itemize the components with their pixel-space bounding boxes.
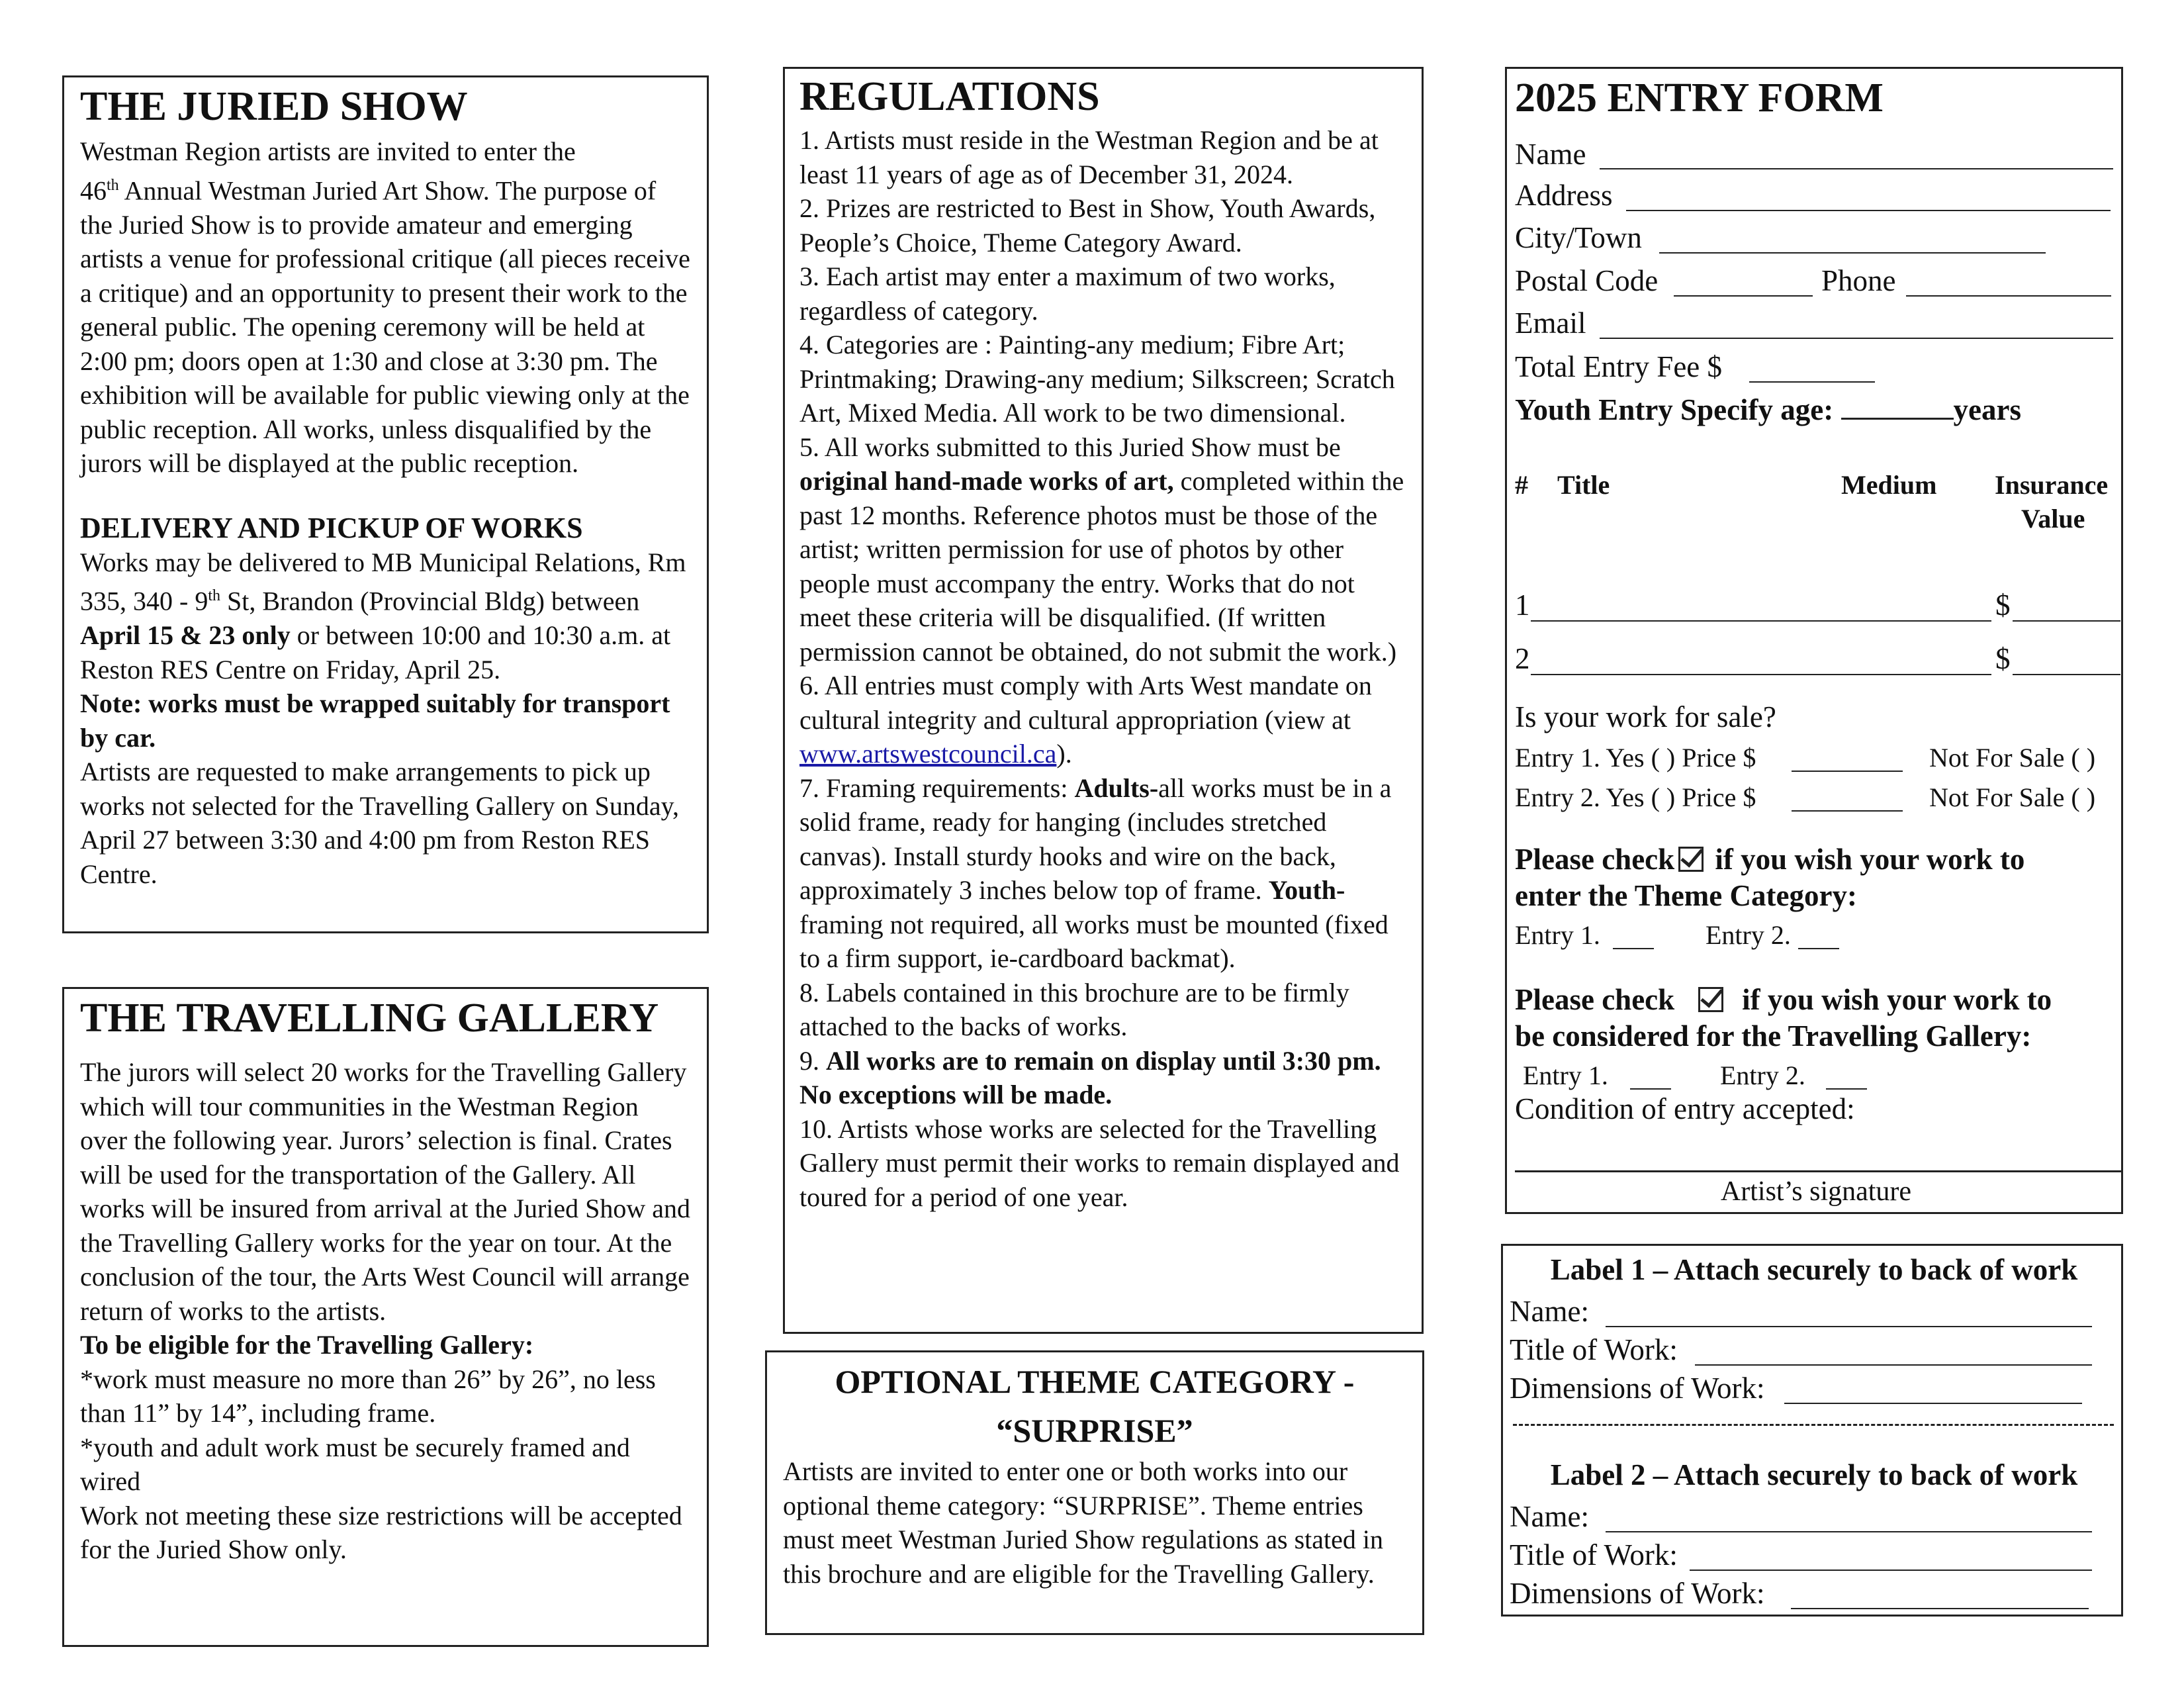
entry-form-panel (1505, 67, 2123, 1214)
checkmark-icon (1678, 847, 1704, 872)
theme-entry-1: Entry 1. (1515, 920, 1600, 950)
artswest-link[interactable]: www.artswestcouncil.ca (799, 739, 1057, 769)
gallery-entry-1: Entry 1. (1523, 1060, 1608, 1090)
pickup-text: Artists are requested to make arrangements to pick up works not selected for the Travelling Gallery on Sunday, April 27 between 3:30 and 4:00 pm from Reston RES Centre. (80, 757, 680, 889)
label-2-title-field[interactable] (1690, 1570, 2092, 1571)
cut-line (1513, 1424, 2114, 1426)
label-1-name: Name: (1510, 1295, 1589, 1328)
eligibility-framing: *youth and adult work must be securely framed and wired (80, 1432, 630, 1497)
address-label: Address (1515, 179, 1613, 212)
row-1-number: 1 (1515, 588, 1530, 622)
postal-code-field[interactable] (1674, 295, 1813, 297)
phone-label: Phone (1821, 264, 1896, 297)
travelling-intro: The jurors will select 20 works for the Travelling Gallery which will tour communities in the Westman Region over the following year. Jurors’ selection is final. Crates will be used for the transportation of the Gallery. All works will be insured from arrival at the Juried Show and the Travelling Gallery works for the year on tour. At the conclusion of the tour, the Arts West Council will arrange return of works to the artists. (80, 1057, 691, 1326)
regulation-6: 6. All entries must comply with Arts West mandate on cultural integrity and cultural appropriation (view at www.artswestcouncil.ca). (799, 671, 1372, 769)
row-2-value-field[interactable] (2013, 674, 2120, 675)
name-label: Name (1515, 138, 1586, 171)
col-medium: Medium (1841, 470, 1937, 500)
regulation-1: 1. Artists must reside in the Westman Region and be at least 11 years of age as of December 31, 2024. (799, 125, 1379, 189)
theme-category-name: “SURPRISE” (996, 1412, 1193, 1449)
gallery-entry-2: Entry 2. (1720, 1060, 1805, 1090)
theme-check-line2: enter the Theme Category: (1515, 879, 1857, 912)
regulation-5: 5. All works submitted to this Juried Show must be original hand-made works of art, completed within the past 12 months. Reference photos must be those of the artist; written permission for use of photos by other people must accompany the entry. Works that do not meet these criteria will be disqualified. (If written permission cannot be obtained, do not submit the work.) (799, 432, 1404, 667)
entry-form-title: 2025 ENTRY FORM (1515, 75, 1884, 120)
regulation-4: 4. Categories are : Painting-any medium; Fibre Art; Printmaking; Drawing-any medium; Silkscreen; Scratch Art, Mixed Media. All work to be two dimensional. (799, 330, 1395, 428)
theme-category-body: Artists are invited to enter one or both works into our optional theme category: “SURPRISE”. Theme entries must meet Westman Juried Show regulations as stated in this brochure and are eligible for the Travelling Gallery. (783, 1456, 1384, 1589)
gallery-entry-2-field[interactable] (1826, 1088, 1867, 1090)
label-2-dimensions-field[interactable] (1791, 1608, 2089, 1609)
theme-entry-2-field[interactable] (1798, 948, 1839, 949)
phone-field[interactable] (1906, 295, 2111, 297)
theme-category-panel (765, 1350, 1424, 1635)
theme-category-title: OPTIONAL THEME CATEGORY - (835, 1363, 1355, 1400)
label-2-title-of-work: Title of Work: (1510, 1538, 1678, 1571)
address-field[interactable] (1626, 210, 2111, 211)
sale-entry-2[interactable]: Entry 2. Yes ( ) Price $ (1515, 782, 1756, 812)
email-label: Email (1515, 306, 1586, 340)
theme-check-row: Please check if you wish your work to (1515, 843, 2025, 876)
condition-label: Condition of entry accepted: (1515, 1092, 1855, 1125)
juried-show-title: THE JURIED SHOW (80, 84, 468, 129)
regulations-panel (783, 67, 1424, 1334)
sale-question: Is your work for sale? (1515, 700, 1776, 733)
signature-field[interactable] (1515, 1170, 2121, 1172)
youth-age-field[interactable] (1841, 398, 1954, 420)
signature-label: Artist’s signature (1720, 1176, 1912, 1207)
regulations-title: REGULATIONS (799, 74, 1100, 119)
regulation-3: 3. Each artist may enter a maximum of two works, regardless of category. (799, 261, 1336, 326)
sale-entry-1-price[interactable] (1792, 771, 1903, 772)
theme-entry-2: Entry 2. (1706, 920, 1791, 950)
juried-show-panel (62, 75, 709, 933)
col-insurance: Insurance (1995, 470, 2109, 500)
label-1-title-field[interactable] (1695, 1364, 2092, 1366)
row-2-number: 2 (1515, 642, 1530, 675)
label-1-title: Label 1 – Attach securely to back of work (1550, 1253, 2078, 1286)
eligibility-note: Work not meeting these size restrictions will be accepted for the Juried Show only. (80, 1500, 682, 1565)
sale-entry-1[interactable]: Entry 1. Yes ( ) Price $ (1515, 743, 1756, 773)
label-2-name: Name: (1510, 1500, 1589, 1533)
col-value: Value (2021, 504, 2085, 534)
gallery-check-line2: be considered for the Travelling Gallery: (1515, 1019, 2032, 1053)
row-2-title-field[interactable] (1531, 674, 1991, 675)
entry-fee-field[interactable] (1749, 381, 1875, 383)
label-1-dimensions: Dimensions of Work: (1510, 1372, 1765, 1405)
label-2-title: Label 2 – Attach securely to back of work (1550, 1458, 2078, 1491)
label-1-name-field[interactable] (1606, 1326, 2092, 1327)
row-1-value-field[interactable] (2013, 620, 2120, 622)
city-field[interactable] (1659, 252, 2046, 254)
label-1-title-of-work: Title of Work: (1510, 1333, 1678, 1366)
travelling-gallery-title: THE TRAVELLING GALLERY (80, 996, 659, 1041)
label-2-name-field[interactable] (1606, 1531, 2092, 1532)
regulation-8: 8. Labels contained in this brochure are to be firmly attached to the backs of works. (799, 977, 1349, 1042)
regulation-7: 7. Framing requirements: Adults-all works must be in a solid frame, ready for hanging (includes stretched canvas). Install sturdy hooks and wire on the back, approximately 3 inches below top of frame. Youth- framing not required, all works must be mounted (fixed to a firm support, ie-cardboard backmat). (799, 773, 1392, 974)
gallery-entry-1-field[interactable] (1630, 1088, 1671, 1090)
theme-entry-1-field[interactable] (1613, 948, 1654, 949)
regulation-10: 10. Artists whose works are selected for the Travelling Gallery must permit their works to remain displayed and toured for a period of one year. (799, 1113, 1400, 1212)
regulation-2: 2. Prizes are restricted to Best in Show, Youth Awards, People’s Choice, Theme Category Award. (799, 193, 1376, 258)
checkmark-icon (1698, 987, 1723, 1012)
row-2-dollar: $ (1995, 642, 2011, 675)
not-for-sale-2[interactable]: Not For Sale ( ) (1929, 782, 2096, 812)
labels-panel (1501, 1244, 2123, 1617)
email-field[interactable] (1600, 338, 2113, 339)
juried-show-intro: Westman Region artists are invited to enter the 46th Annual Westman Juried Art Show. The purpose of the Juried Show is to provide amateur and emerging artists a venue for professional critique (all pieces receive a critique) and an opportunity to present their work to the general public. The opening ceremony will be held at 2:00 pm; doors open at 1:30 and close at 3:30 pm. The exhibition will be available for public viewing only at the public reception. All works, unless disqualified by the jurors will be displayed at the public reception. (80, 136, 690, 479)
col-title: Title (1557, 470, 1610, 500)
gallery-check-row: Please check if you wish your work to (1515, 983, 2052, 1016)
delivery-text: Works may be delivered to MB Municipal Relations, Rm 335, 340 - 9th St, Brandon (Provincial Bldg) between April 15 & 23 only or between 10:00 and 10:30 a.m. at Reston RES Centre on Friday, April 25. Note: works must be wrapped suitably for transport by car. Artists are requested to make arrangements to pick up works not selected for the Travelling Gallery on Sunday, April 27 between 3:30 and 4:00 pm from Reston RES Centre. (80, 545, 691, 891)
eligibility-heading: To be eligible for the Travelling Gallery: (80, 1330, 534, 1360)
row-1-title-field[interactable] (1531, 620, 1991, 622)
eligibility-size: *work must measure no more than 26” by 26”, no less than 11” by 14”, including frame. (80, 1364, 656, 1429)
delivery-title: DELIVERY AND PICKUP OF WORKS (80, 511, 583, 544)
not-for-sale-1[interactable]: Not For Sale ( ) (1929, 743, 2096, 773)
label-1-dimensions-field[interactable] (1784, 1403, 2082, 1404)
postal-code-label: Postal Code (1515, 264, 1659, 297)
delivery-note: Note: works must be wrapped suitably for transport by car. (80, 688, 670, 753)
label-2-dimensions: Dimensions of Work: (1510, 1577, 1765, 1610)
name-field[interactable] (1600, 168, 2113, 169)
sale-entry-2-price[interactable] (1792, 810, 1903, 812)
regulation-9: 9. All works are to remain on display until 3:30 pm. No exceptions will be made. (799, 1045, 1381, 1110)
travelling-gallery-panel (62, 987, 709, 1647)
entry-fee-label: Total Entry Fee $ (1515, 350, 1723, 383)
city-label: City/Town (1515, 221, 1642, 254)
youth-age-row: Youth Entry Specify age: years (1515, 393, 2021, 426)
row-1-dollar: $ (1995, 588, 2011, 622)
col-number: # (1515, 470, 1528, 500)
